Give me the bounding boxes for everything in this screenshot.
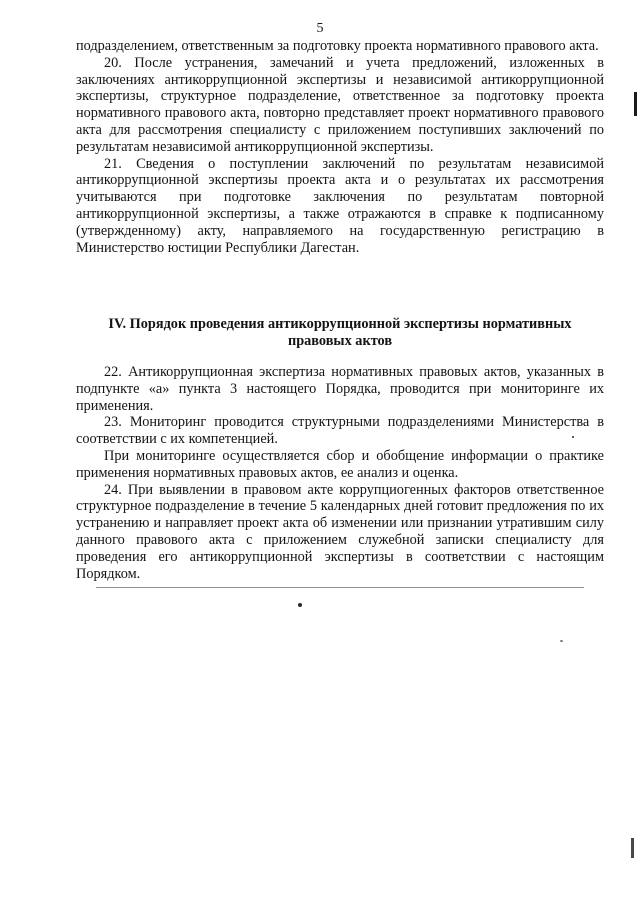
body-text-bottom	[76, 364, 604, 582]
paragraph-continuation: подразделением, ответственным за подготовку проекта нормативного правового акта.	[76, 38, 599, 54]
scan-artifact-dot	[298, 603, 302, 607]
page-number: 5	[316, 21, 324, 36]
paragraph-20: 20. После устранения, замечаний и учета предложений, изложенных в заключениях антикоррупционной экспертизы и независимой антикоррупционной экспертизы, структурное подразделение, ответственное за подготовку проекта нормативного правового акта, повторно представляет проект нормативного правового акта для рассмотрения специалисту с приложением поступивших заключений по результатам независимой антикоррупционной экспертизы.	[76, 54, 604, 155]
section-heading: IV. Порядок проведения антикоррупционной экспертизы нормативных правовых актов	[108, 316, 572, 349]
scan-artifact-line	[96, 587, 584, 588]
paragraph-23: 23. Мониторинг проводится структурными подразделениями Министерства в соответствии с их компетенцией.	[76, 414, 604, 448]
paragraph-24: 24. При выявлении в правовом акте коррупциогенных факторов ответственное структурное подразделение в течение 5 календарных дней готовит предложения по их устранению и направляет проект акта об изменении или признании утратившим силу данного правового акта с приложением служебной записки специалисту для проведения его антикоррупционной экспертизы в соответствии с настоящим Порядком.	[76, 481, 604, 582]
paragraph-21: 21. Сведения о поступлении заключений по результатам независимой антикоррупционной экспертизы проекта акта и о результатах их рассмотрения учитываются при подготовке заключения по результатам повторной антикоррупционной экспертизы, а также отражаются в справке к подписанному (утвержденному) акту, направляемого на государственную регистрацию в Министерство юстиции Республики Дагестан.	[76, 155, 604, 256]
paragraph-monitoring: При мониторинге осуществляется сбор и обобщение информации о практике применения нормативных правовых актов, ее анализ и оценка.	[76, 447, 604, 481]
scan-edge-mark-lower	[631, 838, 634, 858]
paragraph-22: 22. Антикоррупционная экспертиза нормативных правовых актов, указанных в подпункте «а» пункта 3 настоящего Порядка, проводится при мониторинге их применения.	[76, 364, 604, 414]
scan-edge-mark	[634, 92, 637, 116]
body-text-top	[76, 38, 604, 256]
scan-artifact-speck-lower	[560, 640, 563, 642]
scan-artifact-speck	[572, 436, 574, 438]
